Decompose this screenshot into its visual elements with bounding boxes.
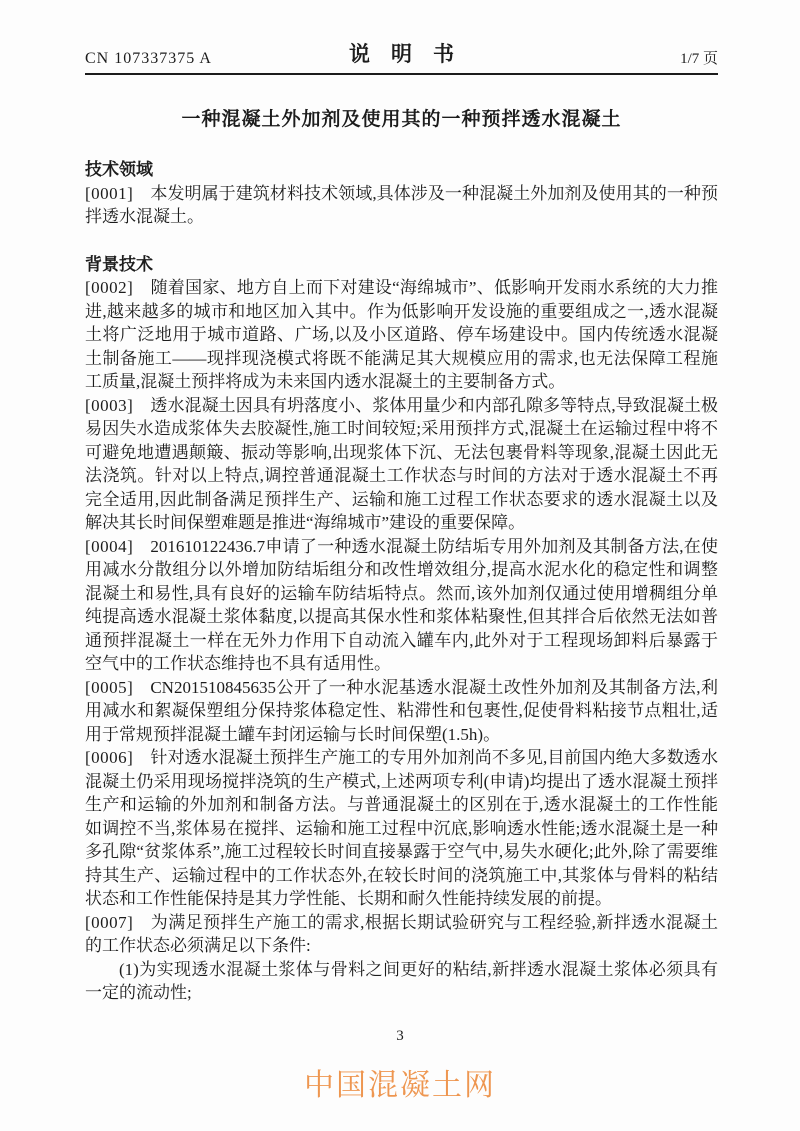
document-type-title: 说 明 书 [349, 42, 454, 66]
section [85, 253, 718, 1005]
section-heading: 背景技术 [85, 254, 153, 274]
section [85, 158, 718, 229]
paragraph-number: [0007] [85, 912, 134, 932]
paragraph: [0002] 随着国家、地方自上而下对建设“海绵城市”、低影响开发雨水系统的大力推进,越来越多的城市和地区加入其中。作为低影响开发设施的重要组成之一,透水混凝土将广泛地用于城市道路、广场,以及小区道路、停车场建设中。国内传统透水混凝土制备施工——现拌现浇模式将既不能满足其大规模应用的需求,也无法保障工程施工质量,混凝土预拌将成为未来国内透水混凝土的主要制备方式。 [85, 278, 718, 391]
page-number: 3 [396, 1028, 404, 1044]
paragraph: [0004] 201610122436.7申请了一种透水混凝土防结垢专用外加剂及其制备方法,在使用减水分散组分以外增加防结垢组分和改性增效组分,提高水泥水化的稳定性和调整混凝土和易性,具有良好的运输车防结垢特点。然而,该外加剂仅通过使用增稠组分单纯提高透水混凝土浆体黏度,以提高其保水性和浆体粘聚性,但其拌合后依然无法如普通预拌混凝土一样在无外力作用下自动流入罐车内,此外对于工程现场卸料后暴露于空气中的工作状态维持也不具有适用性。 [85, 536, 718, 673]
paragraph-number: [0002] [85, 278, 134, 297]
paragraph-number: [0003] [85, 395, 134, 415]
paragraph: [0006] 针对透水混凝土预拌生产施工的专用外加剂尚不多见,目前国内绝大多数透水混凝土仍采用现场搅拌浇筑的生产模式,上述两项专利(申请)均提出了透水混凝土预拌生产和运输的外加剂和制备方法。与普通混凝土的区别在于,透水混凝土的工作性能如调控不当,浆体易在搅拌、运输和施工过程中沉底,影响透水性能;透水混凝土是一种多孔隙“贫浆体系”,施工过程较长时间直接暴露于空气中,易失水硬化;此外,除了需要维持其生产、运输过程中的工作状态外,在较长时间的浇筑施工中,其浆体与骨料的粘结状态和工作性能保持是其力学性能、长期和耐久性能持续发展的前提。 [85, 748, 718, 908]
paragraph-number: [0006] [85, 748, 134, 767]
header-divider [85, 73, 718, 75]
paragraph: [0003] 透水混凝土因具有坍落度小、浆体用量少和内部孔隙多等特点,导致混凝土极易因失水造成浆体失去胶凝性,施工时间较短;采用预拌方式,混凝土在运输过程中将不可避免地遭遇颠簸、振动等影响,出现浆体下沉、无法包裹骨料等现象,混凝土因此无法浇筑。针对以上特点,调控普通混凝土工作状态与时间的方法对于透水混凝土不再完全适用,因此制备满足预拌生产、运输和施工过程工作状态要求的透水混凝土以及解决其长时间保塑难题是推进“海绵城市”建设的重要保障。 [85, 395, 718, 532]
paragraph: [0007] 为满足预拌生产施工的需求,根据长期试验研究与工程经验,新拌透水混凝土的工作状态必须满足以下条件: [85, 912, 718, 955]
page-header [85, 0, 718, 74]
paragraph-number: [0001] [85, 183, 134, 203]
invention-title: 一种混凝土外加剂及使用其的一种预拌透水混凝土 [181, 109, 622, 130]
section-heading: 技术领域 [85, 160, 153, 179]
document-number: CN 107337375 A [85, 50, 212, 67]
page-indicator: 1/7 页 [680, 51, 718, 67]
paragraph: [0005] CN201510845635公开了一种水泥基透水混凝土改性外加剂及其制备方法,利用减水和絮凝保塑组分保持浆体稳定性、粘滞性和包裹性,促使骨料粘接节点粗壮,适用于常规预拌混凝土罐车封闭运输与长时间保塑(1.5h)。 [85, 677, 718, 744]
document-sections [85, 158, 718, 1005]
paragraph: [0001] 本发明属于建筑材料技术领域,具体涉及一种混凝土外加剂及使用其的一种预拌透水混凝土。 [85, 183, 718, 226]
watermark-text: 中国混凝土网 [304, 1069, 496, 1102]
paragraph: (1)为实现透水混凝土浆体与骨料之间更好的粘结,新拌透水混凝土浆体必须具有一定的流动性; [85, 959, 718, 1002]
paragraph-number: [0004] [85, 536, 134, 556]
paragraph-number: [0005] [85, 677, 134, 697]
